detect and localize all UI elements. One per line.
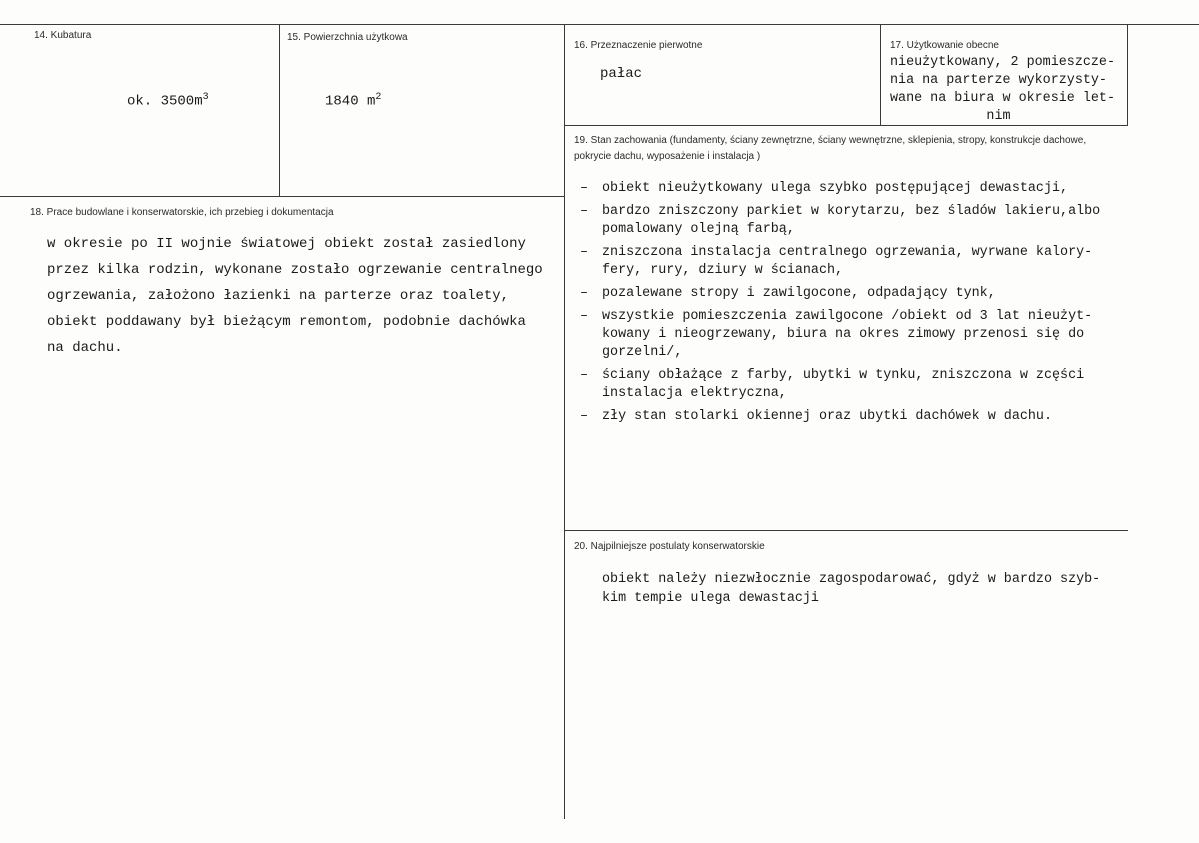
condition-item [580, 408, 1140, 426]
condition-item-text: ściany obłażące z farby, ubytki w tynku, zniszczona w zcęści instalacja elektryczna, [602, 368, 1085, 401]
condition-item-text: obiekt nieużytkowany ulega szybko postępującej dewastacji, [602, 181, 1069, 196]
line-under-14-15 [0, 196, 564, 197]
field-15-value [325, 92, 381, 110]
field-20-text: obiekt należy niezwłocznie zagospodarować, gdyż w bardzo szyb- kim tempie ulega dewastacji [602, 572, 1101, 606]
field-15-value-text: 1840 m [325, 93, 376, 110]
field-17-label: 17. Użytkowanie obecne [890, 40, 999, 51]
condition-item [580, 180, 1140, 198]
field-20-label: 20. Najpilniejsze postulaty konserwatorskie [574, 541, 765, 552]
field-16-value: pałac [600, 66, 643, 82]
condition-item-text: zniszczona instalacja centralnego ogrzewania, wyrwane kalory- fery, rury, dziury w ścianach, [602, 245, 1093, 278]
field-14-value-exponent: 3 [202, 92, 209, 103]
divider-17-right [1127, 24, 1128, 125]
condition-item [580, 203, 1140, 239]
top-border-line [0, 24, 1199, 25]
field-14-label: 14. Kubatura [34, 30, 92, 41]
field-14-value [127, 92, 209, 110]
bullet-dash: – [580, 409, 589, 424]
divider-16-17 [880, 24, 881, 125]
bullet-dash: – [580, 368, 589, 383]
condition-item [580, 367, 1140, 403]
field-15-value-exponent: 2 [375, 92, 382, 103]
field-16-label: 16. Przeznaczenie pierwotne [574, 40, 703, 51]
field-18-text: w okresie po II wojnie światowej obiekt został zasiedlony przez kilka rodzin, wykonane zostało ogrzewanie centralnego ogrzewania, założono łazienki na parterze oraz toalety, obiekt poddawany był bieżącym remontom, podobnie dachówka na dachu. [47, 236, 543, 356]
bullet-dash: – [580, 309, 589, 324]
divider-14-15 [279, 24, 280, 196]
bullet-dash: – [580, 245, 589, 260]
field-17-value: nieużytkowany, 2 pomieszcze- nia na parterze wykorzysty- wane na biura w okresie let- nim [890, 55, 1115, 124]
field-19-label: 19. Stan zachowania (fundamenty, ściany zewnętrzne, ściany wewnętrzne, sklepienia, stropy, konstrukcje dachowe, pokrycie dachu, wyposażenie i instalacja ) [574, 135, 1087, 162]
condition-item-text: zły stan stolarki okiennej oraz ubytki dachówek w dachu. [602, 409, 1052, 424]
field-14-value-text: ok. 3500m [127, 93, 203, 110]
condition-item [580, 244, 1140, 280]
field-19-list [580, 180, 1140, 431]
field-18-label: 18. Prace budowlane i konserwatorskie, ich przebieg i dokumentacja [30, 207, 334, 218]
bullet-dash: – [580, 286, 589, 301]
line-under-19 [564, 530, 1128, 531]
condition-item-text: bardzo zniszczony parkiet w korytarzu, bez śladów lakieru,albo pomalowany olejną farbą, [602, 204, 1101, 237]
condition-item [580, 308, 1140, 362]
condition-item-text: pozalewane stropy i zawilgocone, odpadający tynk, [602, 286, 996, 301]
field-15-label: 15. Powierzchnia użytkowa [287, 32, 408, 43]
divider-left-right [564, 24, 565, 819]
bullet-dash: – [580, 181, 589, 196]
bullet-dash: – [580, 204, 589, 219]
condition-item-text: wszystkie pomieszczenia zawilgocone /obiekt od 3 lat nieużyt- kowany i nieogrzewany, biura na okres zimowy przenosi się do gorzelni/, [602, 309, 1093, 360]
condition-item [580, 285, 1140, 303]
